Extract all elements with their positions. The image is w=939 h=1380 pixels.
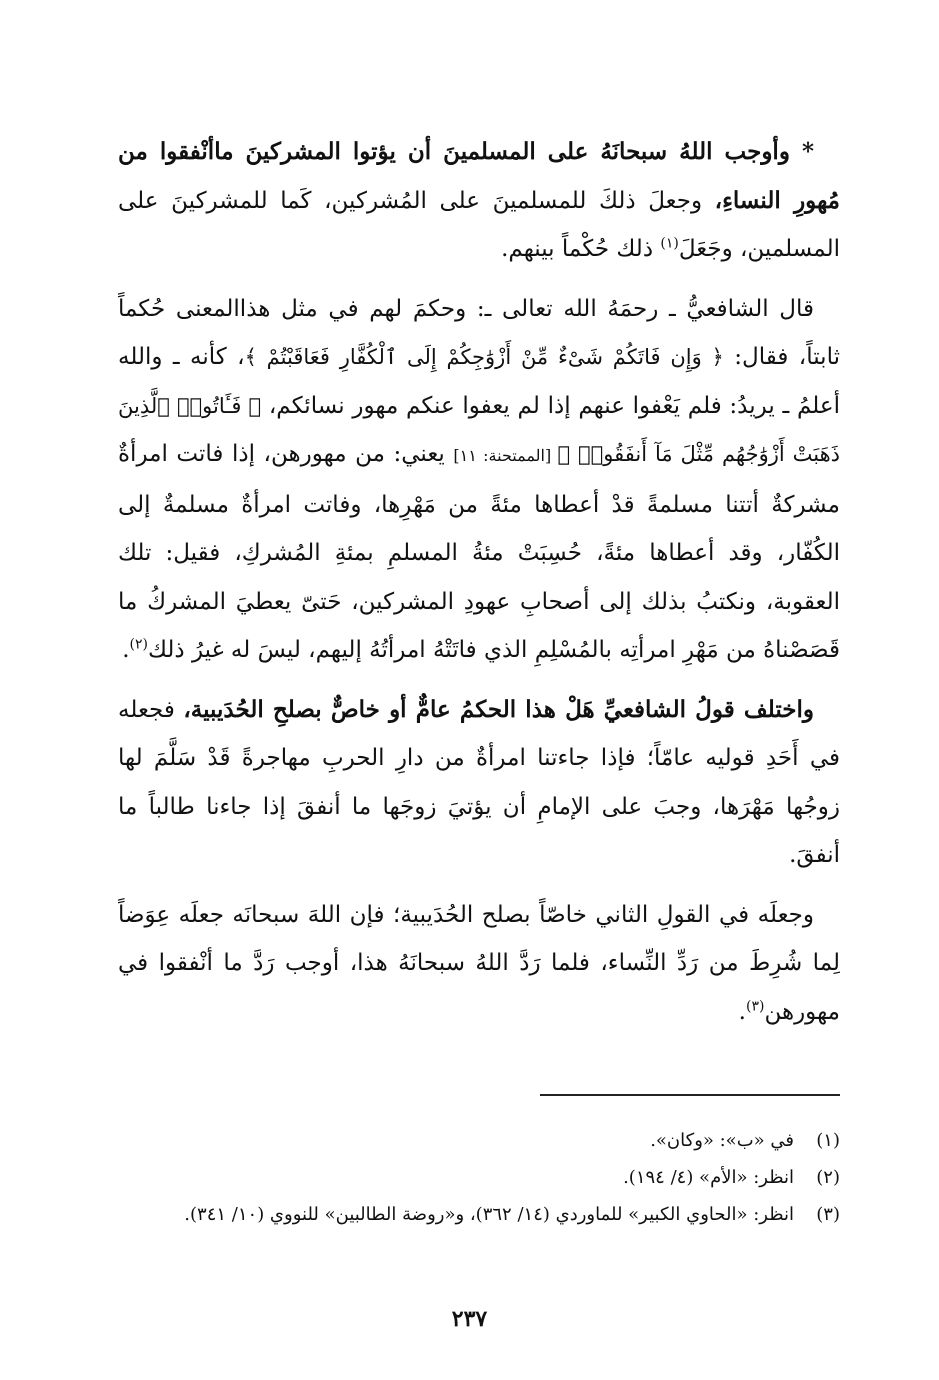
paragraph-2-text-2: ، كأنه ـ والله أعلمُ ـ يريدُ: فلم يَعْفوا عنهم إذا لم يعفوا عنكم مهور نسائكم، [118, 344, 840, 419]
page-number: ٢٣٧ [451, 1306, 488, 1332]
footnote-1-text: في «ب»: «وكان». [650, 1130, 794, 1151]
paragraph-2-text: قال الشافعيُّ ـ رحمَهُ الله تعالى ـ: وحكمَ لهم في مثل هذاالمعنى حُكماً ثابتاً، فقال: [118, 295, 840, 370]
footnote-ref-3: (٣) [745, 997, 765, 1014]
quran-verse-2: ﴿ فَـَٔاتُوا۟ ٱلَّذِينَ ذَهَبَتْ أَزْوَٰجُهُم مِّثْلَ مَآ أَنفَقُوا۟ ﴾ [118, 393, 841, 466]
footnote-3 [118, 1196, 840, 1233]
paragraph-1 [118, 128, 840, 274]
paragraph-1-lead: * وأوجب اللهُ سبحانَهُ على المسلمينَ أن يؤتوا المشركينَ ماأنْفقوا من مُهورِ النساءِ، [118, 138, 840, 214]
footnote-2-number: (٢) [816, 1167, 840, 1188]
paragraph-3 [118, 686, 840, 880]
quran-verse-1: ﴿ وَإِن فَاتَكُمْ شَىْءٌ مِّنْ أَزْوَٰجِكُمْ إِلَى ٱلْكُفَّارِ فَعَاقَبْتُمْ ﴾ [244, 345, 724, 369]
footnote-3-text: انظر: «الحاوي الكبير» للماوردي (١٤/ ٣٦٢)، و«روضة الطالبين» للنووي (١٠/ ٣٤١). [184, 1204, 794, 1225]
paragraph-1-text: وجعلَ ذلكَ للمسلمينَ على المُشركين، كَما للمشركينَ على المسلمين، وجَعَلَ [118, 187, 840, 262]
paragraph-4-tail: . [738, 998, 746, 1025]
paragraph-4-text: وجعلَه في القولِ الثاني خاصّاً بصلح الحُدَيبية؛ فإن اللهَ سبحانَه جعلَه عِوَضاً لِما شُرِطَ من رَدِّ النِّساء، فلما رَدَّ اللهُ سبحانَهُ هذا، أوجب رَدَّ ما أنْفقوا في مهورهن [118, 901, 840, 1025]
paragraph-2 [118, 285, 840, 675]
paragraph-2-text-3: يعني: من مهورهن، إذا فاتت امرأةٌ مشركةٌ أتتنا مسلمةً قدْ أعطاها مئةً من مَهْرِها، وفاتت امرأةٌ مسلمةٌ إلى الكُفّار، وقد أعطاها مئةً، حُسِبَتْ مئةُ المسلمِ بمئةِ المُشركِ، فقيل: تلك العقوبة، ونكتبُ بذلك إلى أصحابِ عهودِ المشركين، حَتىّ يعطيَ المشركُ ما قَصَصْناهُ من مَهْرِ امرأتِه بالمُسْلِمِ الذي فاتَتْهُ امرأتُهُ إليهم، ليسَ له غيرُ ذلك [118, 441, 840, 663]
paragraph-2-tail: . [122, 637, 130, 663]
footnotes [118, 1122, 840, 1233]
footnote-1 [118, 1122, 840, 1159]
footnote-2-text: انظر: «الأم» (٤/ ١٩٤). [623, 1167, 794, 1188]
footnote-3-number: (٣) [816, 1204, 840, 1225]
footnote-ref-1: (١) [660, 235, 679, 252]
footnote-2 [118, 1159, 840, 1196]
footnote-ref-2: (٢) [129, 636, 149, 653]
main-text [118, 128, 840, 1047]
footnote-1-number: (١) [816, 1130, 840, 1151]
paragraph-4 [118, 891, 840, 1037]
paragraph-3-text: فجعله في أَحَدِ قوليه عامّاً؛ فإذا جاءتنا امرأةٌ من دارِ الحربِ مهاجرةً قَدْ سَلَّمَ لها زوجُها مَهْرَها، وجبَ على الإمامِ أن يؤتيَ زوجَها ما أنفقَ إذا جاءنا طالباً ما أنفقَ. [118, 696, 840, 868]
verse-citation: [الممتحنة: ١١] [453, 446, 558, 465]
footnote-divider [540, 1094, 840, 1096]
paragraph-3-lead: واختلف قولُ الشافعيِّ هَلْ هذا الحكمُ عامٌّ أو خاصٌّ بصلحِ الحُدَيبية، [183, 695, 814, 723]
paragraph-1-tail: ذلك حُكْماً بينهم. [501, 236, 661, 262]
